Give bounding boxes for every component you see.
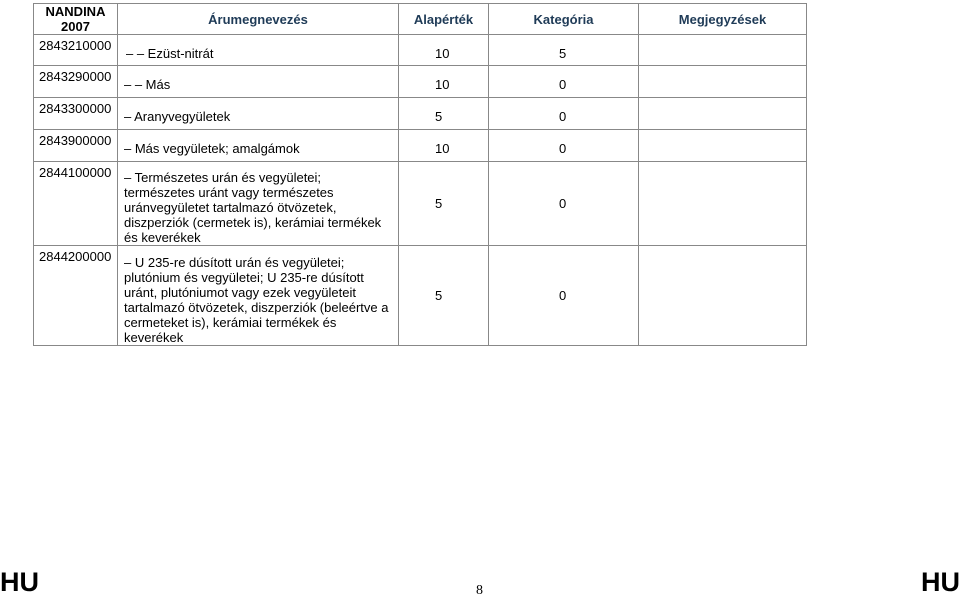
- row-desc: – U 235-re dúsított urán és vegyületei; plutónium és vegyületei; U 235-re dúsított uránt, plutóniumot vagy ezek vegyületeit tartalmazó ötvözetek, diszperziók (beleértve a cermeteket is), kerámiai termékek és keverékek: [118, 246, 399, 346]
- row-kat: 0: [489, 66, 639, 98]
- header-alap: Alapérték: [399, 4, 489, 35]
- row-megj: [639, 66, 807, 98]
- row-megj: [639, 162, 807, 246]
- row-kat: 0: [489, 98, 639, 130]
- header-megj: Megjegyzések: [639, 4, 807, 35]
- tariff-table: [33, 3, 807, 346]
- row-alap: 10: [399, 35, 489, 66]
- row-code: 2844100000: [34, 162, 118, 246]
- page-number: 8: [476, 583, 483, 598]
- row-megj: [639, 35, 807, 66]
- table-row: [34, 66, 807, 98]
- table-row: [34, 98, 807, 130]
- row-alap: 10: [399, 66, 489, 98]
- row-desc: – – Más: [118, 66, 399, 98]
- row-kat: 0: [489, 130, 639, 162]
- header-code: NANDINA 2007: [34, 4, 118, 35]
- table-row: [34, 162, 807, 246]
- row-alap: 5: [399, 162, 489, 246]
- row-code: 2843900000: [34, 130, 118, 162]
- row-code: 2843300000: [34, 98, 118, 130]
- row-code: 2844200000: [34, 246, 118, 346]
- table-row: [34, 130, 807, 162]
- row-alap: 5: [399, 98, 489, 130]
- row-kat: 0: [489, 246, 639, 346]
- table-row: [34, 246, 807, 346]
- row-desc: – – Ezüst-nitrát: [118, 35, 399, 66]
- row-megj: [639, 98, 807, 130]
- row-alap: 5: [399, 246, 489, 346]
- row-code: 2843290000: [34, 66, 118, 98]
- header-name: Árumegnevezés: [118, 4, 399, 35]
- table-header-row: [34, 4, 807, 35]
- table-row: [34, 35, 807, 66]
- row-kat: 0: [489, 162, 639, 246]
- footer-country-left: HU: [0, 567, 39, 597]
- row-kat: 5: [489, 35, 639, 66]
- row-alap: 10: [399, 130, 489, 162]
- row-desc: – Természetes urán és vegyületei; természetes uránt vagy természetes uránvegyületet tartalmazó ötvözetek, diszperziók (cermetek is), kerámiai termékek és keverékek: [118, 162, 399, 246]
- footer-country-right: HU: [921, 567, 960, 597]
- header-kat: Kategória: [489, 4, 639, 35]
- row-megj: [639, 246, 807, 346]
- row-desc: – Aranyvegyületek: [118, 98, 399, 130]
- row-desc: – Más vegyületek; amalgámok: [118, 130, 399, 162]
- row-code: 2843210000: [34, 35, 118, 66]
- row-megj: [639, 130, 807, 162]
